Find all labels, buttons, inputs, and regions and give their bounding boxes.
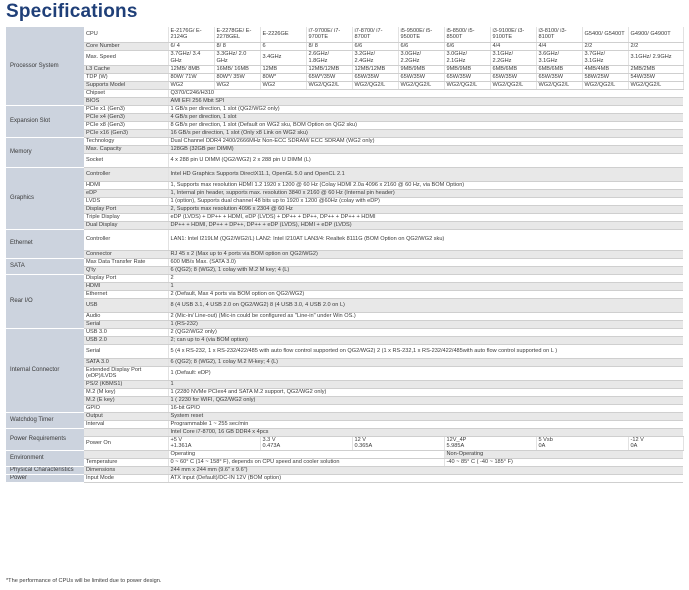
cpu-spec-cell: 80W/ 71W bbox=[168, 73, 214, 81]
section-label-environment: Environment bbox=[6, 450, 84, 466]
table-row bbox=[6, 258, 683, 266]
spec-item-value: eDP (LVDS) + DP++ + HDMI, eDP (LVDS) + DP++ + DP++, DP++ + DP++ + HDMI bbox=[168, 213, 683, 221]
spec-item-label: LVDS bbox=[84, 197, 168, 205]
cpu-spec-cell: 6MB/6MB bbox=[536, 65, 582, 73]
spec-item-label: L3 Cache bbox=[84, 65, 168, 73]
spec-item-value: 1 (2280 NVMe PCIex4 and SATA M.2 support, QG2/WG2 only) bbox=[168, 388, 683, 396]
spec-item-value: Dual Channel DDR4 2400/2666MHz Non-ECC SDRAM/ ECC SDRAM (WG2 only) bbox=[168, 137, 683, 145]
spec-item-label: Display Port bbox=[84, 205, 168, 213]
env-non-operating-header: Non-Operating bbox=[444, 450, 683, 458]
spec-item-label: PCIe x16 (Gen3) bbox=[84, 129, 168, 137]
table-row bbox=[6, 466, 683, 474]
spec-item-value: 16-bit GPIO bbox=[168, 404, 683, 412]
table-row bbox=[6, 366, 683, 380]
power-rail-current: 0A bbox=[538, 443, 546, 449]
table-row bbox=[6, 89, 683, 97]
spec-item-label: USB bbox=[84, 298, 168, 312]
cpu-spec-cell: 65W/35W bbox=[490, 73, 536, 81]
cpu-spec-cell: i3-8100/ i3-8100T bbox=[536, 27, 582, 42]
table-row bbox=[6, 229, 683, 250]
table-row bbox=[6, 81, 683, 89]
cpu-spec-cell: 2/2 bbox=[628, 42, 683, 50]
cpu-spec-cell: 12MB bbox=[260, 65, 306, 73]
cpu-spec-cell: i7-8700/ i7-8700T bbox=[352, 27, 398, 42]
table-row bbox=[6, 404, 683, 412]
power-rail-voltage: -12 V bbox=[630, 436, 644, 443]
spec-item-value: 2 bbox=[168, 274, 683, 282]
table-row bbox=[6, 290, 683, 298]
spec-item-value: 8 GB/s per direction, 1 slot (Default on WG2 sku, BOM Option on QG2 sku) bbox=[168, 121, 683, 129]
spec-item-label: Supports Model bbox=[84, 81, 168, 89]
cpu-spec-cell: 12MB/12MB bbox=[352, 65, 398, 73]
section-label-ethernet: Ethernet bbox=[6, 229, 84, 258]
spec-item-label: Dual Display bbox=[84, 221, 168, 229]
spec-item-label: Serial bbox=[84, 320, 168, 328]
spec-item-value: 6 (QG2); 8 (WG2), 1 colay with M.2 M key; 4 (L) bbox=[168, 266, 683, 274]
cpu-spec-cell: WG2/QG2/L bbox=[536, 81, 582, 89]
cpu-spec-cell: 54W/35W bbox=[628, 73, 683, 81]
spec-item-value: 2 (Default, Max 4 ports via BOM option on QG2/WG2) bbox=[168, 290, 683, 298]
table-row bbox=[6, 73, 683, 81]
cpu-spec-cell: WG2/QG2/L bbox=[444, 81, 490, 89]
cpu-spec-cell: 58W/25W bbox=[582, 73, 628, 81]
section-label-power: Power bbox=[6, 474, 84, 482]
power-rail-voltage: +5 V bbox=[170, 436, 183, 443]
power-rail-voltage: 12V_4P bbox=[446, 436, 467, 443]
spec-item-value: 1, Internal pin header, supports max. resolution 3840 x 2160 @ 60 Hz (Internal pin header) bbox=[168, 189, 683, 197]
spec-item-value: AMI EFI 256 Mbit SPI bbox=[168, 97, 683, 105]
spec-item-label: Output bbox=[84, 412, 168, 420]
table-row bbox=[6, 282, 683, 290]
page-title: Specifications bbox=[6, 1, 138, 22]
cpu-spec-cell: WG2/QG2/L bbox=[306, 81, 352, 89]
cpu-spec-cell: WG2/QG2/L bbox=[628, 81, 683, 89]
spec-item-label: Triple Display bbox=[84, 213, 168, 221]
cpu-spec-cell: 9MB/9MB bbox=[398, 65, 444, 73]
cpu-spec-cell: WG2/QG2/L bbox=[582, 81, 628, 89]
section-label-graphics: Graphics bbox=[6, 167, 84, 229]
spec-item-label: eDP bbox=[84, 189, 168, 197]
spec-item-value: Q370/C246/H310 bbox=[168, 89, 683, 97]
table-row bbox=[6, 274, 683, 282]
spec-item-value: 1 bbox=[168, 380, 683, 388]
spec-item-value: RJ 45 x 2 (Max up to 4 ports via BOM option on QG2/WG2) bbox=[168, 250, 683, 258]
cpu-spec-cell: E-2176G/ E-2124G bbox=[168, 27, 214, 42]
table-row bbox=[6, 344, 683, 358]
section-label-watchdog: Watchdog Timer bbox=[6, 412, 84, 428]
spec-item-value: System reset bbox=[168, 412, 683, 420]
cpu-spec-cell: E-2226GE bbox=[260, 27, 306, 42]
cpu-spec-cell: 3.2GHz/ 2.4GHz bbox=[352, 50, 398, 65]
table-row bbox=[6, 336, 683, 344]
power-rail-current: 0.365A bbox=[354, 443, 373, 449]
cpu-spec-cell: 2/2 bbox=[582, 42, 628, 50]
section-label-physical: Physical Characteristics bbox=[6, 466, 84, 474]
cpu-spec-cell: G5400/ G5400T bbox=[582, 27, 628, 42]
table-row bbox=[6, 312, 683, 320]
spec-item-value: 1, Supports max resolution HDMI 1.2 1920 x 1200 @ 60 Hz (Colay HDMI 2.0a 4096 x 2160 @ 60 Hz, via BOM Option) bbox=[168, 181, 683, 189]
spec-item-label: Max. Capacity bbox=[84, 145, 168, 153]
spec-item-label: Input Mode bbox=[84, 474, 168, 482]
spec-item-label: TDP (W) bbox=[84, 73, 168, 81]
spec-item-label: PS/2 (KBMS1) bbox=[84, 380, 168, 388]
cpu-spec-cell: WG2/QG2/L bbox=[352, 81, 398, 89]
spec-item-value: 8 (4 USB 3.1, 4 USB 2.0 on QG2/WG2) 8 (4 USB 3.0, 4 USB 2.0 on L) bbox=[168, 298, 683, 312]
cpu-spec-cell: 12MB/12MB bbox=[306, 65, 352, 73]
cpu-spec-cell: i5-8500/ i5-8500T bbox=[444, 27, 490, 42]
spec-item-label: Socket bbox=[84, 153, 168, 167]
power-rail-cell bbox=[260, 436, 352, 450]
table-row bbox=[6, 65, 683, 73]
spec-item-value: Programmable 1 ~ 255 sec/min bbox=[168, 420, 683, 428]
table-row bbox=[6, 412, 683, 420]
spec-item-label: Extended Display Port (eDP)/LVDS bbox=[84, 366, 168, 380]
table-row bbox=[6, 358, 683, 366]
cpu-spec-cell: E-2278GE/ E-2278GEL bbox=[214, 27, 260, 42]
cpu-spec-cell: 2.6GHz/ 1.8GHz bbox=[306, 50, 352, 65]
spec-item-label: PCIe x8 (Gen3) bbox=[84, 121, 168, 129]
power-rail-current: +1.361A bbox=[170, 443, 192, 449]
table-row bbox=[6, 380, 683, 388]
power-rail-voltage: 5 Vsb bbox=[538, 436, 553, 443]
table-row bbox=[6, 137, 683, 145]
table-row bbox=[6, 129, 683, 137]
section-label-memory: Memory bbox=[6, 137, 84, 167]
cpu-spec-cell: WG2 bbox=[214, 81, 260, 89]
cpu-spec-cell: 3.1GHz/ 2.9GHz bbox=[628, 50, 683, 65]
spec-item-label: Max. Speed bbox=[84, 50, 168, 65]
table-row bbox=[6, 50, 683, 65]
cpu-spec-cell: G4900/ G4900T bbox=[628, 27, 683, 42]
table-row bbox=[6, 298, 683, 312]
spec-item-value: 5 (4 x RS-232, 1 x RS-232/422/485 with auto flow control supported on QG2/WG2) 2 (1 x RS-232,1 x RS-232/422/485with auto flow control supported on L ) bbox=[168, 344, 683, 358]
spec-item-label: CPU bbox=[84, 27, 168, 42]
cpu-spec-cell: 2MB/2MB bbox=[628, 65, 683, 73]
power-rail-cell bbox=[352, 436, 444, 450]
spec-item-value: 600 MB/s Max. (SATA 3.0) bbox=[168, 258, 683, 266]
table-row bbox=[6, 388, 683, 396]
table-row bbox=[6, 396, 683, 404]
power-rail-voltage: 3.3 V bbox=[262, 436, 276, 443]
spec-item-label: BIOS bbox=[84, 97, 168, 105]
spec-item-value: 128GB (32GB per DIMM) bbox=[168, 145, 683, 153]
cpu-spec-cell: WG2/QG2/L bbox=[398, 81, 444, 89]
cpu-spec-cell: 65W*/35W bbox=[306, 73, 352, 81]
section-label-rear-io: Rear I/O bbox=[6, 274, 84, 328]
table-row bbox=[6, 213, 683, 221]
spec-item-label: Q'ty bbox=[84, 266, 168, 274]
table-row bbox=[6, 436, 683, 450]
table-row bbox=[6, 428, 683, 436]
spec-item-label: Core Number bbox=[84, 42, 168, 50]
spec-item-value: 2, Supports max resolution 4096 x 2304 @ 60 Hz bbox=[168, 205, 683, 213]
env-non-operating-temp: -40 ~ 85° C ( -40 ~ 185° F) bbox=[444, 458, 683, 466]
power-rail-cell bbox=[628, 436, 683, 450]
spec-item-value: 1 ( 2230 for WIFI, QG2/WG2 only) bbox=[168, 396, 683, 404]
spec-item-value: 2 (QG2/WG2 only) bbox=[168, 328, 683, 336]
spec-item-label: HDMI bbox=[84, 282, 168, 290]
cpu-spec-cell: 3.0GHz/ 2.2GHz bbox=[398, 50, 444, 65]
cpu-spec-cell: 3.4GHz bbox=[260, 50, 306, 65]
power-test-config: Intel Core i7-8700, 16 GB DDR4 x 4pcs bbox=[168, 428, 683, 436]
cpu-spec-cell: 3.0GHz/ 2.1GHz bbox=[444, 50, 490, 65]
spec-item-label: PCIe x4 (Gen3) bbox=[84, 113, 168, 121]
power-rail-current: 0A bbox=[630, 443, 638, 449]
spec-item-label: HDMI bbox=[84, 181, 168, 189]
spec-item-label: USB 3.0 bbox=[84, 328, 168, 336]
cpu-spec-cell: 3.6GHz/ 3.1GHz bbox=[536, 50, 582, 65]
spec-item-value: 1 (RS-232) bbox=[168, 320, 683, 328]
spec-item-value: ATX input (Default)/DC-IN 12V (BOM option) bbox=[168, 474, 683, 482]
spec-item-label bbox=[84, 450, 168, 458]
spec-item-label: Temperature bbox=[84, 458, 168, 466]
table-row bbox=[6, 105, 683, 113]
cpu-spec-cell: 6/ 4 bbox=[168, 42, 214, 50]
cpu-spec-cell: WG2 bbox=[260, 81, 306, 89]
cpu-spec-cell: 80W* bbox=[260, 73, 306, 81]
table-row bbox=[6, 474, 683, 482]
cpu-spec-cell: 8/ 8 bbox=[306, 42, 352, 50]
power-rail-cell bbox=[536, 436, 628, 450]
table-row bbox=[6, 266, 683, 274]
table-row bbox=[6, 145, 683, 153]
cpu-spec-cell: 4/4 bbox=[536, 42, 582, 50]
spec-item-value: 2 (Mic-in/ Line-out) (Mic-in could be configured as "Line-in" under Win OS.) bbox=[168, 312, 683, 320]
table-row bbox=[6, 458, 683, 466]
spec-item-label: Ethernet bbox=[84, 290, 168, 298]
spec-item-label: PCIe x1 (Gen3) bbox=[84, 105, 168, 113]
spec-item-label: M.2 (M key) bbox=[84, 388, 168, 396]
table-row bbox=[6, 320, 683, 328]
table-row bbox=[6, 27, 683, 42]
table-row bbox=[6, 153, 683, 167]
cpu-spec-cell: 3.1GHz/ 2.2GHz bbox=[490, 50, 536, 65]
cpu-spec-cell: 9MB/9MB bbox=[444, 65, 490, 73]
spec-item-label: Max Data Transfer Rate bbox=[84, 258, 168, 266]
spec-item-label: SATA 3.0 bbox=[84, 358, 168, 366]
spec-item-label: Controller bbox=[84, 167, 168, 181]
spec-item-label: GPIO bbox=[84, 404, 168, 412]
table-row bbox=[6, 97, 683, 105]
spec-item-label: Display Port bbox=[84, 274, 168, 282]
env-operating-header: Operating bbox=[168, 450, 444, 458]
spec-item-label: Controller bbox=[84, 229, 168, 250]
table-row bbox=[6, 328, 683, 336]
spec-item-value: 1 bbox=[168, 282, 683, 290]
table-row bbox=[6, 205, 683, 213]
cpu-spec-cell: i3-9100E/ i3-9100TE bbox=[490, 27, 536, 42]
cpu-spec-cell: 12MB/ 8MB bbox=[168, 65, 214, 73]
table-row bbox=[6, 197, 683, 205]
power-rail-current: 5.985A bbox=[446, 443, 465, 449]
cpu-spec-cell: 6MB/6MB bbox=[490, 65, 536, 73]
section-label-sata: SATA bbox=[6, 258, 84, 274]
spec-item-label: Connector bbox=[84, 250, 168, 258]
spec-item-label: M.2 (E key) bbox=[84, 396, 168, 404]
cpu-spec-cell: 3.7GHz/ 3.1GHz bbox=[582, 50, 628, 65]
spec-item-value: 6 (QG2); 8 (WG2), 1 colay M.2 M-key; 4 (L) bbox=[168, 358, 683, 366]
spec-item-label: Serial bbox=[84, 344, 168, 358]
table-row bbox=[6, 167, 683, 181]
cpu-spec-cell: 65W/35W bbox=[352, 73, 398, 81]
spec-item-label: Dimensions bbox=[84, 466, 168, 474]
spec-item-value: 1 GB/s per direction, 1 slot (QG2/WG2 only) bbox=[168, 105, 683, 113]
table-row bbox=[6, 250, 683, 258]
table-row bbox=[6, 221, 683, 229]
cpu-spec-cell: WG2/QG2/L bbox=[490, 81, 536, 89]
spec-item-label bbox=[84, 428, 168, 436]
spec-item-value: 16 GB/s per direction, 1 slot (Only x8 Link on WG2 sku) bbox=[168, 129, 683, 137]
spec-item-value: 1 (option), Supports dual channel 48 bits up to 1920 x 1200 @60Hz (colay with eDP) bbox=[168, 197, 683, 205]
cpu-spec-cell: 4/4 bbox=[490, 42, 536, 50]
section-label-expansion: Expansion Slot bbox=[6, 105, 84, 137]
specifications-table bbox=[6, 27, 684, 483]
table-row bbox=[6, 450, 683, 458]
cpu-spec-cell: 6/6 bbox=[444, 42, 490, 50]
table-row bbox=[6, 121, 683, 129]
spec-item-value: 4 GB/s per direction, 1 slot bbox=[168, 113, 683, 121]
cpu-spec-cell: 65W/35W bbox=[536, 73, 582, 81]
spec-item-value: 2; can up to 4 (via BOM option) bbox=[168, 336, 683, 344]
power-rail-cell bbox=[168, 436, 260, 450]
spec-item-label: Interval bbox=[84, 420, 168, 428]
spec-item-label: Technology bbox=[84, 137, 168, 145]
power-rail-cell bbox=[444, 436, 536, 450]
cpu-spec-cell: 6/6 bbox=[352, 42, 398, 50]
spec-item-label: Power On bbox=[84, 436, 168, 450]
cpu-spec-cell: i7-9700E/ i7-9700TE bbox=[306, 27, 352, 42]
cpu-spec-cell: 65W/35W bbox=[398, 73, 444, 81]
table-row bbox=[6, 113, 683, 121]
table-row bbox=[6, 420, 683, 428]
table-row bbox=[6, 181, 683, 189]
cpu-spec-cell: 6 bbox=[260, 42, 306, 50]
cpu-spec-cell: 3.3GHz/ 2.0 GHz bbox=[214, 50, 260, 65]
table-row bbox=[6, 189, 683, 197]
cpu-spec-cell: 8/ 8 bbox=[214, 42, 260, 50]
env-operating-temp: 0 ~ 60° C (14 ~ 158° F), depends on CPU speed and cooler solution bbox=[168, 458, 444, 466]
power-rail-voltage: 12 V bbox=[354, 436, 367, 443]
cpu-spec-cell: 65W/35W bbox=[444, 73, 490, 81]
power-rail-current: 0.473A bbox=[262, 443, 281, 449]
spec-item-value: 244 mm x 244 mm (9.6" x 9.6") bbox=[168, 466, 683, 474]
section-label-internal-connector: Internal Connector bbox=[6, 328, 84, 412]
spec-item-label: Chipset bbox=[84, 89, 168, 97]
table-row bbox=[6, 42, 683, 50]
spec-item-label: USB 2.0 bbox=[84, 336, 168, 344]
cpu-spec-cell: 16MB/ 16MB bbox=[214, 65, 260, 73]
cpu-spec-cell: WG2 bbox=[168, 81, 214, 89]
spec-item-value: 4 x 288 pin U DIMM (QG2/WG2) 2 x 288 pin U DIMM (L) bbox=[168, 153, 683, 167]
cpu-spec-cell: 4MB/4MB bbox=[582, 65, 628, 73]
spec-item-label: Audio bbox=[84, 312, 168, 320]
cpu-spec-cell: 6/6 bbox=[398, 42, 444, 50]
footnote: *The performance of CPUs will be limited due to power design. bbox=[6, 578, 162, 584]
cpu-spec-cell: i5-9500E/ i5-9500TE bbox=[398, 27, 444, 42]
cpu-spec-cell: 3.7GHz/ 3.4 GHz bbox=[168, 50, 214, 65]
spec-item-value: 1 (Default: eDP) bbox=[168, 366, 683, 380]
spec-item-value: LAN1: Intel I219LM (QG2/WG2/L) LAN2: Intel I210AT LAN3/4: Realtek 8111G (BOM Option on QG2/WG2 sku) bbox=[168, 229, 683, 250]
cpu-spec-cell: 80W*/ 35W bbox=[214, 73, 260, 81]
section-label-processor: Processor System bbox=[6, 27, 84, 105]
section-label-power-requirements: Power Requirements bbox=[6, 428, 84, 450]
spec-item-value: Intel HD Graphics Supports DirectX11.1, OpenGL 5.0 and OpenCL 2.1 bbox=[168, 167, 683, 181]
spec-item-value: DP++ + HDMI, DP++ + DP++, DP++ + eDP (LVDS), HDMI + eDP (LVDS) bbox=[168, 221, 683, 229]
